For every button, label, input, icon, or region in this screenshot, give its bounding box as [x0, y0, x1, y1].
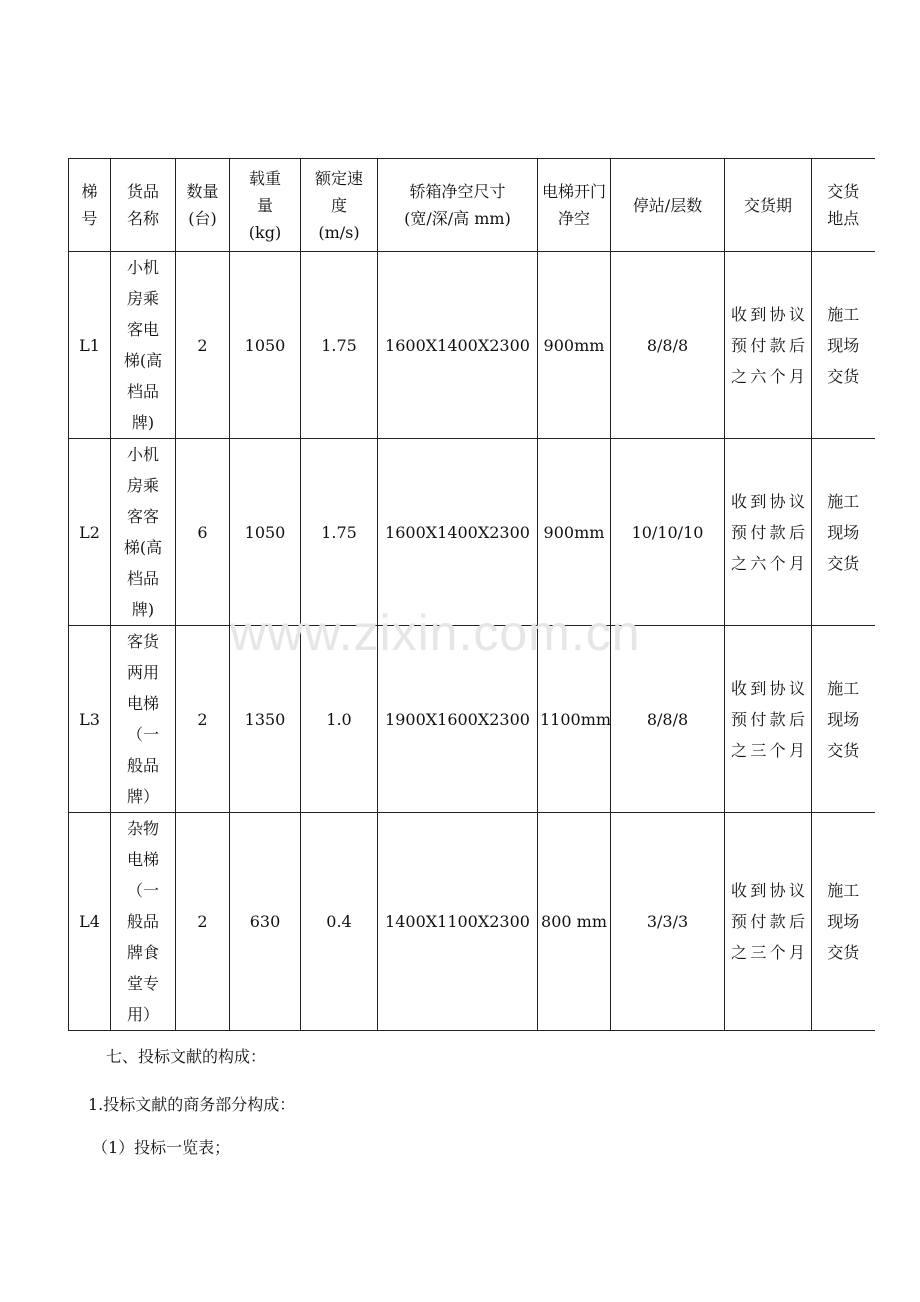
cell-door: 900mm	[538, 252, 611, 439]
cell-load: 630	[230, 813, 301, 1031]
cell-name: 小机房乘客客梯(高档品牌)	[111, 439, 176, 626]
header-cell: 货品名称	[111, 159, 176, 252]
cell-delivery: 收到协议预付款后之六个月	[725, 439, 812, 626]
header-cell: 电梯开门净空	[538, 159, 611, 252]
cell-door: 800 mm	[538, 813, 611, 1031]
cell-stops: 8/8/8	[611, 626, 725, 813]
header-cell: 梯号	[69, 159, 111, 252]
cell-id: L3	[69, 626, 111, 813]
header-cell: 数量(台)	[176, 159, 230, 252]
header-cell: 额定速度(m/s)	[301, 159, 378, 252]
cell-qty: 2	[176, 813, 230, 1031]
cell-stops: 8/8/8	[611, 252, 725, 439]
elevator-spec-table	[68, 158, 875, 1031]
cell-qty: 2	[176, 626, 230, 813]
cell-place: 施工现场交货	[812, 626, 875, 813]
cell-qty: 2	[176, 252, 230, 439]
cell-id: L2	[69, 439, 111, 626]
cell-speed: 0.4	[301, 813, 378, 1031]
cell-name: 杂物电梯（一般品牌食堂专用）	[111, 813, 176, 1031]
watermark: www.zixin.com.cn	[230, 605, 641, 661]
header-cell: 轿箱净空尺寸(宽/深/高 mm)	[378, 159, 538, 252]
section-heading-7-1: 1.投标文献的商务部分构成：	[88, 1095, 296, 1114]
cell-stops: 10/10/10	[611, 439, 725, 626]
cell-delivery: 收到协议预付款后之三个月	[725, 813, 812, 1031]
cell-speed: 1.75	[301, 439, 378, 626]
cell-place: 施工现场交货	[812, 813, 875, 1031]
cell-place: 施工现场交货	[812, 252, 875, 439]
section-item-7-1-1: （1）投标一览表；	[92, 1138, 231, 1157]
table-header-row	[69, 159, 875, 252]
table-row	[69, 813, 875, 1031]
cell-door: 900mm	[538, 439, 611, 626]
cell-load: 1050	[230, 439, 301, 626]
cell-id: L1	[69, 252, 111, 439]
table-row	[69, 626, 875, 813]
header-cell: 停站/层数	[611, 159, 725, 252]
cell-size: 1600X1400X2300	[378, 252, 538, 439]
cell-name: 客货两用电梯（一般品牌）	[111, 626, 176, 813]
header-cell: 交货地点	[812, 159, 875, 252]
cell-load: 1050	[230, 252, 301, 439]
cell-speed: 1.75	[301, 252, 378, 439]
cell-delivery: 收到协议预付款后之三个月	[725, 626, 812, 813]
cell-qty: 6	[176, 439, 230, 626]
section-heading-7: 七、投标文献的构成：	[106, 1047, 267, 1066]
table-row	[69, 252, 875, 439]
header-cell: 载重量(kg)	[230, 159, 301, 252]
cell-door: 1100mm	[538, 626, 611, 813]
header-cell: 交货期	[725, 159, 812, 252]
cell-load: 1350	[230, 626, 301, 813]
cell-stops: 3/3/3	[611, 813, 725, 1031]
cell-size: 1900X1600X2300	[378, 626, 538, 813]
cell-size: 1400X1100X2300	[378, 813, 538, 1031]
table-row	[69, 439, 875, 626]
cell-speed: 1.0	[301, 626, 378, 813]
cell-delivery: 收到协议预付款后之六个月	[725, 252, 812, 439]
cell-name: 小机房乘客电梯(高档品牌)	[111, 252, 176, 439]
cell-size: 1600X1400X2300	[378, 439, 538, 626]
cell-id: L4	[69, 813, 111, 1031]
cell-place: 施工现场交货	[812, 439, 875, 626]
